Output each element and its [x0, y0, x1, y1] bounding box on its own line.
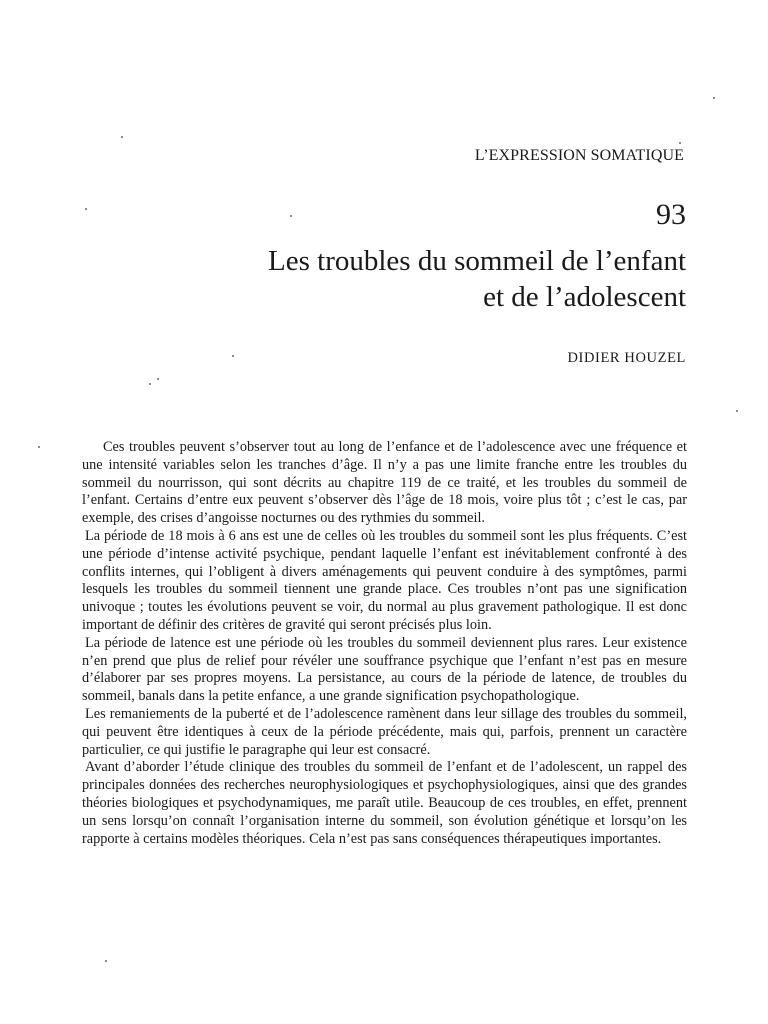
scan-speck: [85, 208, 87, 210]
scan-speck: [38, 446, 40, 448]
scan-speck: [736, 410, 738, 412]
chapter-title-line-1: Les troubles du sommeil de l’enfant: [268, 245, 686, 277]
running-header: L’EXPRESSION SOMATIQUE: [474, 147, 684, 164]
scan-speck: [713, 97, 715, 99]
scan-speck: [105, 960, 107, 962]
paragraph-5: Avant d’aborder l’étude clinique des troubles du sommeil de l’enfant et de l’adolescent, un rappel des principales données des recherches neurophysiologiques et psychophysiologiques, ainsi que des grandes théories biologiques et psychodynamiques, me paraît utile. Beaucoup de ces troubles, en effet, prennent un sens lorsqu’on connaît l’organisation interne du sommeil, son évolution génétique et lorsqu’on les rapporte à certains modèles théoriques. Cela n’est pas sans conséquences thérapeutiques importantes.: [82, 759, 687, 847]
chapter-number: 93: [656, 198, 686, 231]
scan-speck: [149, 383, 151, 385]
body-text: [82, 439, 687, 848]
paragraph-2: La période de 18 mois à 6 ans est une de celles où les troubles du sommeil sont les plus fréquents. C’est une période d’intense activité psychique, pendant laquelle l’enfant est inévitablement confronté à des conflits internes, qui l’obligent à divers aménagements qui peuvent conduire à des symptômes, parmi lesquels les troubles du sommeil tiennent une grande place. Ces troubles n’ont pas une signification univoque ; toutes les évolutions peuvent se voir, du normal au plus gravement pathologique. Il est donc important de définir des critères de gravité qui seront précisés plus loin.: [82, 527, 687, 633]
chapter-author: DIDIER HOUZEL: [567, 350, 686, 366]
scan-speck: [290, 215, 292, 217]
paragraph-3: La période de latence est une période où les troubles du sommeil deviennent plus rares. Leur existence n’en prend que plus de relief pour révéler une souffrance psychique que l’enfant n’est pas en mesure d’élaborer par ses propres moyens. La persistance, au cours de la période de latence, de troubles du sommeil, banals dans la petite enfance, a une grande signification psychopathologique.: [82, 634, 687, 705]
chapter-title-line-2: et de l’adolescent: [483, 281, 686, 313]
scan-speck: [157, 378, 159, 380]
scan-speck: [232, 355, 234, 357]
paragraph-4: Les remaniements de la puberté et de l’adolescence ramènent dans leur sillage des troubles du sommeil, qui peuvent être identiques à ceux de la période précédente, mais qui, parfois, prennent un caractère particulier, ce qui justifie le paragraphe qui leur est consacré.: [82, 705, 687, 758]
scan-speck: [679, 142, 681, 144]
scan-speck: [121, 136, 123, 138]
chapter-title: [268, 243, 686, 315]
paragraph-1: Ces troubles peuvent s’observer tout au long de l’enfance et de l’adolescence avec une fréquence et une intensité variables selon les tranches d’âge. Il n’y a pas une limite franche entre les troubles du sommeil du nourrisson, qui sont décrits au chapitre 119 de ce traité, et les troubles du sommeil de l’enfant. Certains d’entre eux peuvent s’observer dès l’âge de 18 mois, voire plus tôt ; c’est le cas, par exemple, des crises d’angoisse nocturnes ou des rythmies du sommeil.: [82, 439, 687, 527]
